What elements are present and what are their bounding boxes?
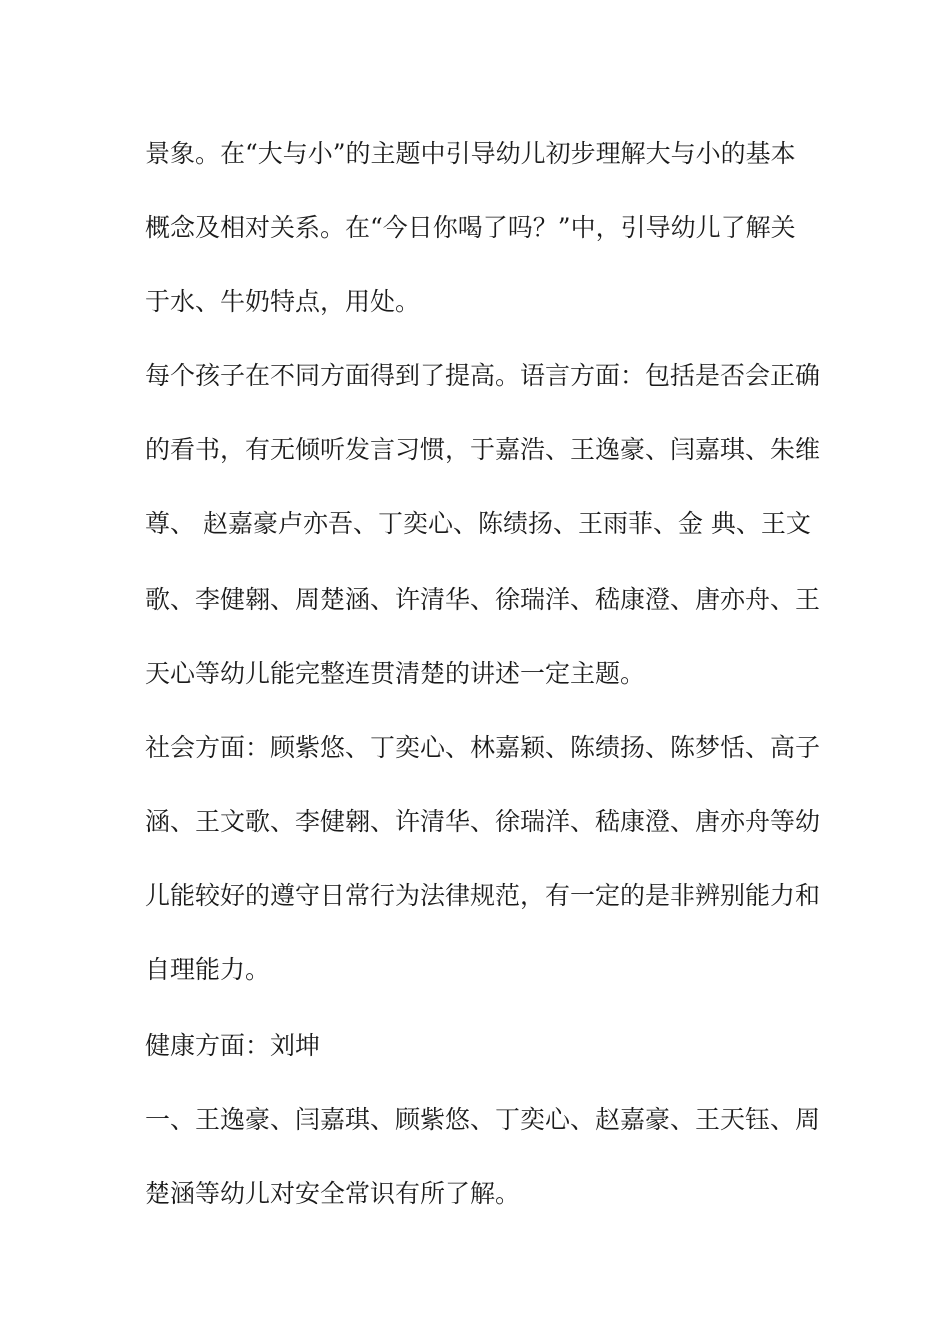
text-line-10: 涵、王文歌、李健翱、许清华、徐瑞洋、嵇康澄、唐亦舟等幼 [145, 807, 821, 836]
text-line-13: 健康方面：刘坤 [145, 1031, 321, 1060]
text-line-12: 自理能力。 [145, 955, 271, 984]
text-line-7: 歌、李健翱、周楚涵、许清华、徐瑞洋、嵇康澄、唐亦舟、王 [145, 585, 821, 614]
text-line-11: 儿能较好的遵守日常行为法律规范，有一定的是非辨别能力和 [145, 881, 821, 910]
text-line-8: 天心等幼儿能完整连贯清楚的讲述一定主题。 [145, 659, 646, 688]
text-line-4: 每个孩子在不同方面得到了提高。语言方面：包括是否会正确 [145, 361, 821, 390]
text-line-5: 的看书，有无倾听发言习惯，于嘉浩、王逸豪、闫嘉琪、朱维 [145, 435, 821, 464]
text-line-15: 楚涵等幼儿对安全常识有所了解。 [145, 1179, 521, 1208]
text-line-1: 景象。在“大与小”的主题中引导幼儿初步理解大与小的基本 [145, 139, 796, 168]
text-line-14: 一、王逸豪、闫嘉琪、顾紫悠、丁奕心、赵嘉豪、王天钰、周 [145, 1105, 821, 1134]
text-line-6: 尊、 赵嘉豪卢亦吾、丁奕心、陈绩扬、王雨菲、金 典、王文 [145, 509, 811, 538]
text-line-9: 社会方面：顾紫悠、丁奕心、林嘉颖、陈绩扬、陈梦恬、高子 [145, 733, 821, 762]
text-line-2: 概念及相对关系。在“今日你喝了吗？”中，引导幼儿了解关 [145, 213, 796, 242]
text-line-3: 于水、牛奶特点，用处。 [145, 287, 421, 316]
